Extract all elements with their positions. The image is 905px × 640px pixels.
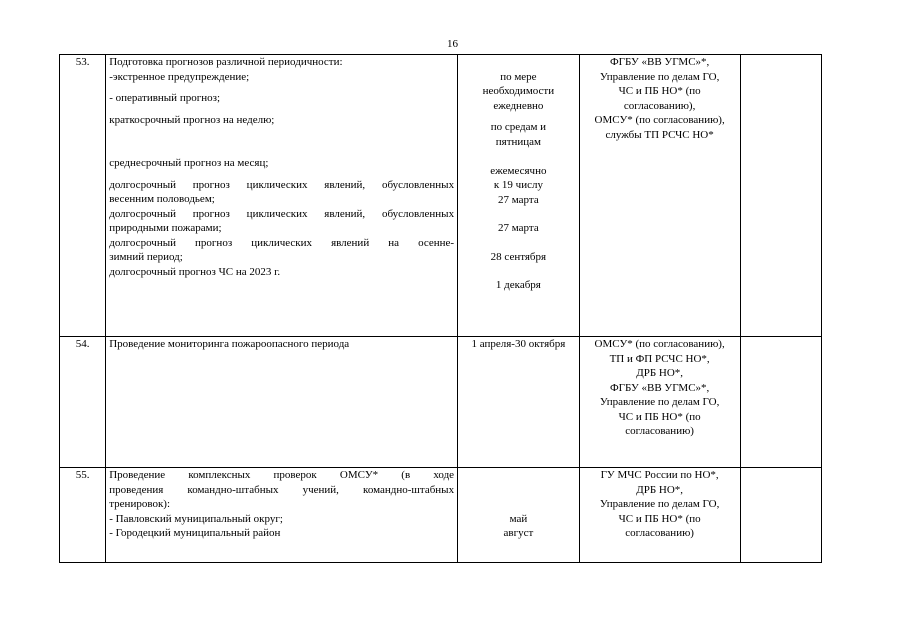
executor-text: согласованию) xyxy=(625,527,694,539)
period-text: по мере xyxy=(500,70,537,83)
event-description xyxy=(106,55,458,337)
executor-text: ФГБУ «ВВ УГМС»*, xyxy=(609,56,710,68)
event-title: Подготовка прогнозов различной периодичности: xyxy=(109,56,343,68)
executor-text: согласованию), xyxy=(623,99,696,112)
period-text: май xyxy=(509,512,528,525)
executor-text: ФГБУ «ВВ УГМС»*, xyxy=(609,381,710,394)
period-text: пятницам xyxy=(495,135,542,148)
period-text: ежемесячно xyxy=(490,164,547,177)
executor-text: Управление по делам ГО, xyxy=(599,396,720,408)
period-text: необходимости xyxy=(482,85,555,97)
event-period xyxy=(458,468,580,563)
table-row xyxy=(60,55,822,337)
executor-text: ДРБ НО*, xyxy=(636,367,684,379)
event-note xyxy=(740,337,821,468)
event-description xyxy=(106,468,458,563)
row-number: 55. xyxy=(60,468,106,563)
event-executors xyxy=(579,337,740,468)
period-text: 27 марта xyxy=(498,193,539,206)
table-row xyxy=(60,337,822,468)
executor-text: Управление по делам ГО, xyxy=(599,70,720,83)
executor-text: ОМСУ* (по согласованию), xyxy=(594,338,725,350)
period-text: август xyxy=(503,527,534,539)
event-period xyxy=(458,337,580,468)
forecast-item: долгосрочный прогноз циклических явлений, обусловленных xyxy=(109,178,455,191)
forecast-item: -экстренное предупреждение; xyxy=(109,70,250,83)
forecast-item: зимний период; xyxy=(109,251,183,263)
event-note xyxy=(740,55,821,337)
forecast-item: долгосрочный прогноз ЧС на 2023 г. xyxy=(109,265,281,278)
forecast-item: весенним половодьем; xyxy=(109,193,215,205)
forecast-item: - оперативный прогноз; xyxy=(109,92,221,104)
page-number: 16 xyxy=(447,38,458,50)
event-title: Проведение мониторинга пожароопасного периода xyxy=(109,338,350,350)
executor-text: службы ТП РСЧС НО* xyxy=(605,128,714,141)
event-title: Проведение комплексных проверок ОМСУ* (в ходе xyxy=(109,469,455,481)
executor-text: ДРБ НО*, xyxy=(636,483,684,496)
table-row xyxy=(60,468,822,563)
forecast-item: долгосрочный прогноз циклических явлений на осенне- xyxy=(109,236,455,249)
executor-text: согласованию) xyxy=(625,425,694,437)
period-text: 1 декабря xyxy=(495,279,541,291)
event-executors xyxy=(579,55,740,337)
executor-text: ТП и ФП РСЧС НО*, xyxy=(609,352,710,365)
district-item: - Городецкий муниципальный район xyxy=(109,527,281,539)
period-text: к 19 числу xyxy=(493,179,543,191)
district-item: - Павловский муниципальный округ; xyxy=(109,512,283,525)
event-period xyxy=(458,55,580,337)
period-text: ежедневно xyxy=(493,99,544,112)
executor-text: ЧС и ПБ НО* (по xyxy=(618,512,701,525)
event-executors xyxy=(579,468,740,563)
row-number: 53. xyxy=(60,55,106,337)
period-text: 28 сентября xyxy=(490,250,547,263)
row-number: 54. xyxy=(60,337,106,468)
forecast-item: среднесрочный прогноз на месяц; xyxy=(109,157,269,169)
period-text: по средам и xyxy=(490,121,547,133)
event-title: проведения командно-штабных учений, командно-штабных xyxy=(109,483,455,496)
period-text: 1 апреля-30 октября xyxy=(471,338,566,350)
executor-text: ГУ МЧС России по НО*, xyxy=(600,469,719,481)
executor-text: Управление по делам ГО, xyxy=(599,498,720,510)
events-table xyxy=(59,54,822,563)
executor-text: ЧС и ПБ НО* (по xyxy=(618,410,701,423)
event-description xyxy=(106,337,458,468)
event-note xyxy=(740,468,821,563)
period-text: 27 марта xyxy=(498,222,539,234)
forecast-item: природными пожарами; xyxy=(109,222,222,234)
forecast-item: краткосрочный прогноз на неделю; xyxy=(109,113,275,126)
event-title: тренировок): xyxy=(109,498,171,510)
executor-text: ЧС и ПБ НО* (по xyxy=(618,85,701,97)
executor-text: ОМСУ* (по согласованию), xyxy=(594,114,725,126)
forecast-item: долгосрочный прогноз циклических явлений, обусловленных xyxy=(109,207,455,220)
